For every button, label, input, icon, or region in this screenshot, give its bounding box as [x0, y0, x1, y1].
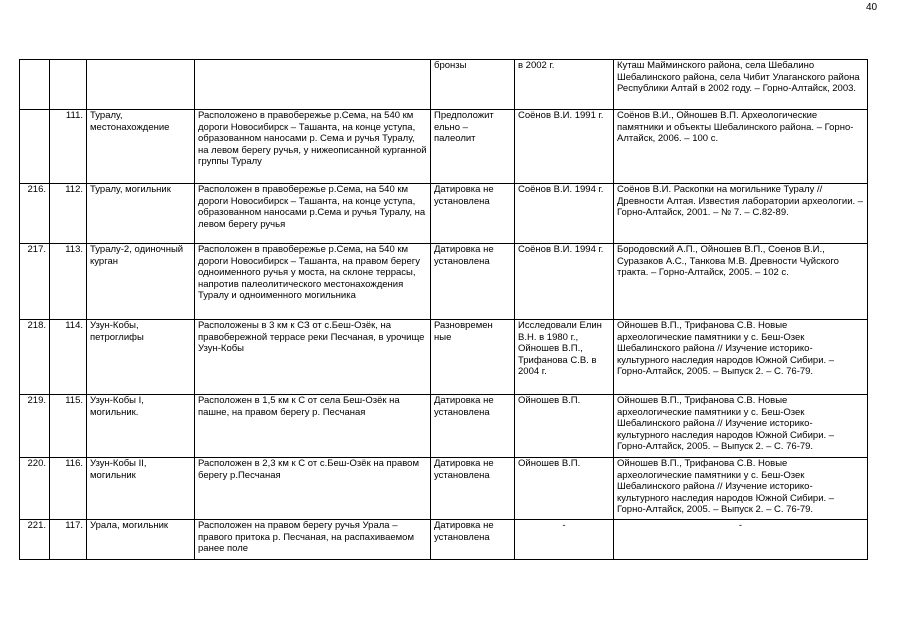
monument-name-cell: Узун-Кобы II, могильник — [87, 458, 195, 520]
author-cell: - — [515, 520, 614, 560]
row-number-cell: 220. — [20, 458, 50, 520]
dating-cell: Датировка не установлена — [431, 184, 515, 244]
table-row — [20, 60, 868, 110]
section-number-cell: 115. — [50, 395, 87, 458]
dating-cell: Датировка не установлена — [431, 458, 515, 520]
dating-cell: бронзы — [431, 60, 515, 110]
page-number: 40 — [866, 2, 878, 13]
source-cell: - — [614, 520, 868, 560]
row-number-cell — [20, 110, 50, 184]
row-number-cell: 217. — [20, 244, 50, 320]
row-number-cell — [20, 60, 50, 110]
table-row — [20, 320, 868, 395]
location-cell: Расположен в правобережье р.Сема, на 540 км дороги Новосибирск – Ташанта, на конце уступа, образованном наносами р.Сема и ручья Туралу, на левом берегу ручья — [195, 184, 431, 244]
section-number-cell — [50, 60, 87, 110]
section-number-cell: 111. — [50, 110, 87, 184]
monument-name-cell: Туралу, могильник — [87, 184, 195, 244]
author-cell: Ойношев В.П. — [515, 395, 614, 458]
table-row — [20, 395, 868, 458]
monument-name-cell: Туралу-2, одиночный курган — [87, 244, 195, 320]
row-number-cell: 216. — [20, 184, 50, 244]
author-cell: Соёнов В.И. 1991 г. — [515, 110, 614, 184]
table-row — [20, 458, 868, 520]
source-cell: Соёнов В.И., Ойношев В.П. Археологические памятники и объекты Шебалинского района. – Горно-Алтайск, 2006. – 100 с. — [614, 110, 868, 184]
location-cell: Расположен в 1,5 км к С от села Беш-Озёк на пашне, на правом берегу р. Песчаная — [195, 395, 431, 458]
table-row — [20, 110, 868, 184]
dating-cell: Разновремен ные — [431, 320, 515, 395]
section-number-cell: 114. — [50, 320, 87, 395]
location-cell: Расположен на правом берегу ручья Урала – правого притока р. Песчаная, на распахиваемом ранее поле — [195, 520, 431, 560]
dating-cell: Предположит ельно – палеолит — [431, 110, 515, 184]
source-cell: Куташ Майминского района, села Шебалино Шебалинского района, села Чибит Улаганского района Республики Алтай в 2002 году. – Горно-Алтайск, 2003. — [614, 60, 868, 110]
location-cell: Расположен в 2,3 км к С от с.Беш-Озёк на правом берегу р.Песчаная — [195, 458, 431, 520]
section-number-cell: 113. — [50, 244, 87, 320]
monument-name-cell — [87, 60, 195, 110]
row-number-cell: 221. — [20, 520, 50, 560]
table-row — [20, 184, 868, 244]
table-row — [20, 520, 868, 560]
author-cell: Соёнов В.И. 1994 г. — [515, 244, 614, 320]
source-cell: Ойношев В.П., Трифанова С.В. Новые археологические памятники у с. Беш-Озек Шебалинского района // Изучение историко-культурного наследия народов Южной Сибири. – Горно-Алтайск, 2005. – Выпуск 2. – С. 76-79. — [614, 320, 868, 395]
author-cell: в 2002 г. — [515, 60, 614, 110]
dating-cell: Датировка не установлена — [431, 395, 515, 458]
author-cell: Исследовали Елин В.Н. в 1980 г., Ойношев В.П., Трифанова С.В. в 2004 г. — [515, 320, 614, 395]
monument-name-cell: Узун-Кобы, петроглифы — [87, 320, 195, 395]
location-cell: Расположены в 3 км к СЗ от с.Беш-Озёк, на правобережной террасе реки Песчаная, в урочище Узун-Кобы — [195, 320, 431, 395]
row-number-cell: 219. — [20, 395, 50, 458]
section-number-cell: 117. — [50, 520, 87, 560]
author-cell: Ойношев В.П. — [515, 458, 614, 520]
source-cell: Соёнов В.И. Раскопки на могильнике Туралу //Древности Алтая. Известия лаборатории археологии. – Горно-Алтайск, 2001. – № 7. – С.82-89. — [614, 184, 868, 244]
monument-name-cell: Урала, могильник — [87, 520, 195, 560]
location-cell: Расположено в правобережье р.Сема, на 540 км дороги Новосибирск – Ташанта, на конце уступа, образованном наносами р. Сема и ручья Туралу, на левом берегу ручья, у нижеописанной курганной группы Туралу — [195, 110, 431, 184]
monument-name-cell: Узун-Кобы I, могильник. — [87, 395, 195, 458]
dating-cell: Датировка не установлена — [431, 520, 515, 560]
row-number-cell: 218. — [20, 320, 50, 395]
section-number-cell: 112. — [50, 184, 87, 244]
location-cell: Расположен в правобережье р.Сема, на 540 км дороги Новосибирск – Ташанта, на правом берегу одноименного ручья у моста, на склоне террасы, напротив палеолитического местонахождения Туралу и одноименного могильника — [195, 244, 431, 320]
source-cell: Бородовский А.П., Ойношев В.П., Соенов В.И., Суразаков А.С., Танкова М.В. Древности Чуйского тракта. – Горно-Алтайск, 2005. – 102 с. — [614, 244, 868, 320]
table-row — [20, 244, 868, 320]
author-cell: Соёнов В.И. 1994 г. — [515, 184, 614, 244]
source-cell: Ойношев В.П., Трифанова С.В. Новые археологические памятники у с. Беш-Озек Шебалинского района // Изучение историко-культурного наследия народов Южной Сибири. – Горно-Алтайск, 2005. – Выпуск 2. – С. 76-79. — [614, 395, 868, 458]
monuments-table — [19, 59, 868, 560]
monument-name-cell: Туралу, местонахождение — [87, 110, 195, 184]
dating-cell: Датировка не установлена — [431, 244, 515, 320]
source-cell: Ойношев В.П., Трифанова С.В. Новые археологические памятники у с. Беш-Озек Шебалинского района // Изучение историко-культурного наследия народов Южной Сибири. – Горно-Алтайск, 2005. – Выпуск 2. – С. 76-79. — [614, 458, 868, 520]
section-number-cell: 116. — [50, 458, 87, 520]
location-cell — [195, 60, 431, 110]
